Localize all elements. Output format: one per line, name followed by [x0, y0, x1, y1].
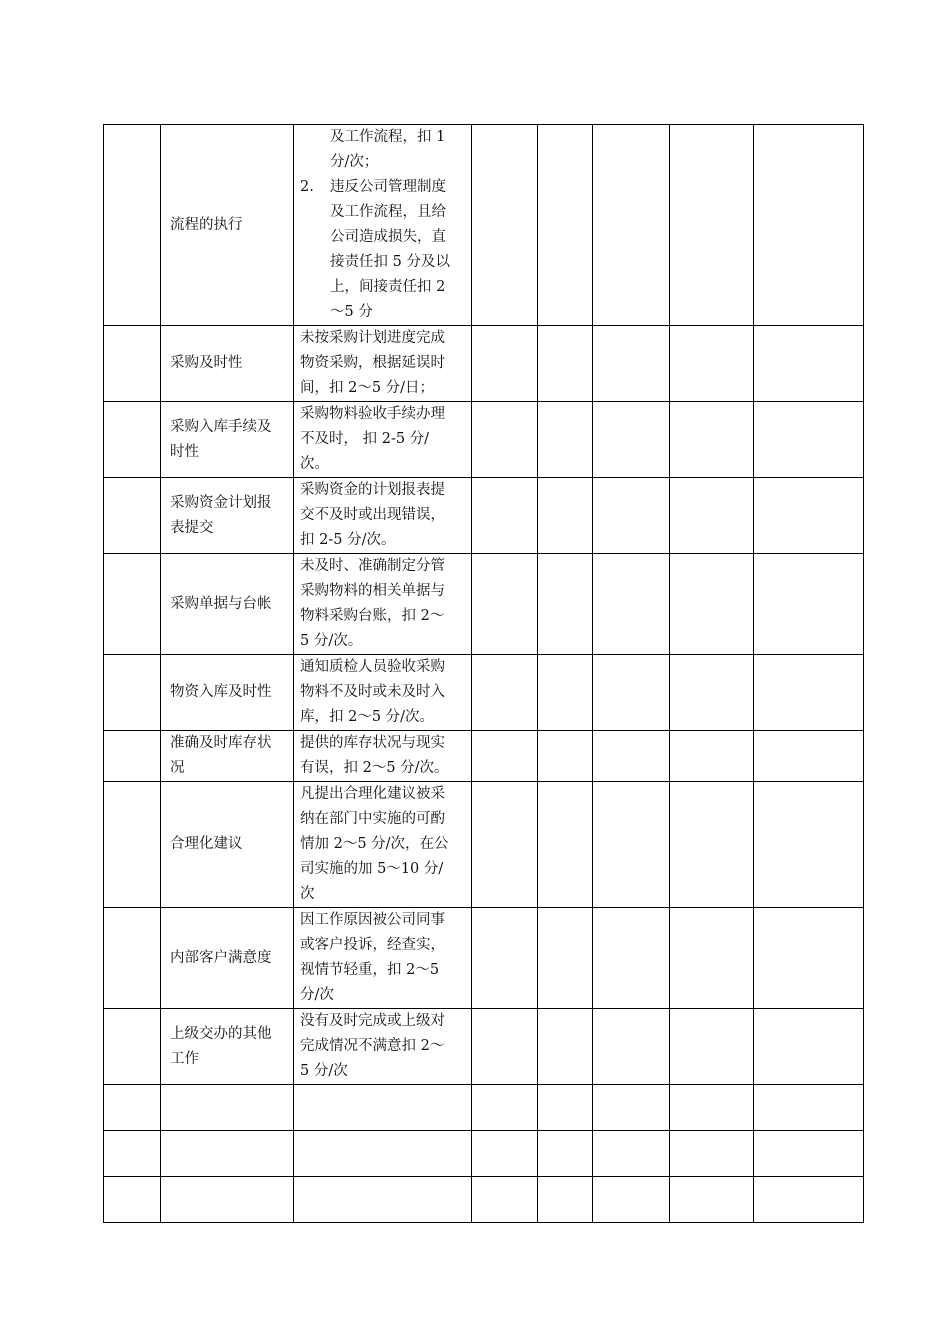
- score-cell-3: [593, 1009, 670, 1085]
- desc-cell: [294, 554, 472, 655]
- table-row: [104, 554, 864, 655]
- criteria-line: [300, 554, 465, 579]
- criteria-text: 上，间接责任扣 2: [330, 279, 446, 295]
- score-cell-4: [670, 326, 754, 402]
- criteria-text: 及工作流程，扣 1: [330, 129, 446, 145]
- score-cell-4: [670, 655, 754, 731]
- criteria-line: [300, 958, 465, 983]
- table-body: [104, 125, 864, 1223]
- score-cell-2: [538, 1009, 593, 1085]
- index-cell: [104, 731, 161, 782]
- score-cell-4: [670, 1009, 754, 1085]
- index-cell: [104, 655, 161, 731]
- criteria-line: [300, 756, 465, 781]
- criteria-text: 完成情况不满意扣 2～: [300, 1038, 445, 1054]
- criteria-line: [300, 427, 465, 452]
- item-label-line: 采购及时性: [170, 355, 243, 371]
- score-cell-2: [538, 554, 593, 655]
- criteria-line: [300, 225, 465, 250]
- criteria-line: [300, 782, 465, 807]
- table-row: [104, 326, 864, 402]
- assessment-table: [103, 124, 864, 1223]
- score-cell-2: [538, 478, 593, 554]
- item-cell: [161, 1085, 294, 1131]
- index-cell: [104, 782, 161, 908]
- score-cell-3: [593, 478, 670, 554]
- item-label-line: 采购入库手续及: [170, 418, 272, 435]
- score-cell-5: [754, 1177, 864, 1223]
- item-cell: [161, 1009, 294, 1085]
- item-cell: [161, 1177, 294, 1223]
- score-cell-1: [472, 554, 538, 655]
- score-cell-4: [670, 908, 754, 1009]
- criteria-text: 违反公司管理制度: [330, 179, 446, 195]
- item-cell: [161, 554, 294, 655]
- score-cell-2: [538, 1085, 593, 1131]
- criteria-line: [300, 452, 465, 477]
- score-cell-2: [538, 125, 593, 326]
- item-cell: [161, 125, 294, 326]
- score-cell-1: [472, 478, 538, 554]
- criteria-text: 没有及时完成或上级对: [300, 1013, 445, 1029]
- score-cell-3: [593, 326, 670, 402]
- score-cell-3: [593, 1085, 670, 1131]
- index-cell: [104, 554, 161, 655]
- criteria-line: [300, 1059, 465, 1084]
- criteria-line: [300, 579, 465, 604]
- criteria-line: [300, 402, 465, 427]
- item-label-line: 流程的执行: [170, 216, 243, 233]
- criteria-text: 分/次；: [330, 154, 379, 170]
- criteria-text: 5 分/次: [300, 1063, 348, 1079]
- item-label-line: 准确及时库存状: [170, 735, 272, 751]
- desc-cell: [294, 326, 472, 402]
- score-cell-5: [754, 402, 864, 478]
- table-row: [104, 125, 864, 326]
- criteria-line: [300, 731, 465, 756]
- criteria-text: 交不及时或出现错误，: [300, 507, 445, 523]
- table-row: [104, 478, 864, 554]
- score-cell-3: [593, 1177, 670, 1223]
- criteria-line: [300, 275, 465, 300]
- criteria-text: 或客户投诉，经查实，: [300, 937, 445, 953]
- score-cell-2: [538, 1177, 593, 1223]
- criteria-text: ～5 分: [330, 304, 373, 320]
- table-row: [104, 731, 864, 782]
- desc-cell: [294, 1085, 472, 1131]
- score-cell-4: [670, 1085, 754, 1131]
- score-cell-2: [538, 655, 593, 731]
- score-cell-1: [472, 1131, 538, 1177]
- index-cell: [104, 1177, 161, 1223]
- score-cell-3: [593, 731, 670, 782]
- score-cell-4: [670, 1131, 754, 1177]
- item-cell: [161, 1131, 294, 1177]
- index-cell: [104, 1085, 161, 1131]
- criteria-text: 扣 2-5 分/次。: [300, 532, 396, 548]
- criteria-text: 司实施的加 5～10 分/: [300, 861, 444, 877]
- criteria-text: 公司造成损失，直: [330, 229, 446, 245]
- criteria-text: 物资采购，根据延误时: [300, 355, 445, 371]
- score-cell-1: [472, 782, 538, 908]
- table-row: [104, 782, 864, 908]
- criteria-text: 未及时、准确制定分管: [300, 558, 445, 574]
- desc-cell: [294, 125, 472, 326]
- score-cell-3: [593, 402, 670, 478]
- desc-cell: [294, 1009, 472, 1085]
- score-cell-2: [538, 1131, 593, 1177]
- score-cell-3: [593, 655, 670, 731]
- table-row: [104, 402, 864, 478]
- score-cell-2: [538, 326, 593, 402]
- score-cell-5: [754, 1131, 864, 1177]
- criteria-text: 凡提出合理化建议被采: [300, 786, 445, 802]
- criteria-text: 通知质检人员验收采购: [300, 659, 445, 675]
- criteria-text: 情加 2～5 分/次，在公: [300, 836, 449, 852]
- score-cell-2: [538, 782, 593, 908]
- score-cell-1: [472, 655, 538, 731]
- score-cell-3: [593, 1131, 670, 1177]
- table-row: [104, 908, 864, 1009]
- score-cell-5: [754, 478, 864, 554]
- desc-cell: [294, 478, 472, 554]
- score-cell-1: [472, 326, 538, 402]
- score-cell-1: [472, 731, 538, 782]
- criteria-line: [300, 1034, 465, 1059]
- criteria-line: [300, 200, 465, 225]
- item-label-line: 况: [170, 760, 185, 776]
- item-cell: [161, 908, 294, 1009]
- item-label-line: 物资入库及时性: [170, 684, 272, 700]
- criteria-line: [300, 680, 465, 705]
- item-cell: [161, 782, 294, 908]
- desc-cell: [294, 731, 472, 782]
- score-cell-3: [593, 554, 670, 655]
- criteria-line: [300, 528, 465, 553]
- item-label-line: 时性: [170, 443, 199, 460]
- criteria-line: [300, 807, 465, 832]
- score-cell-5: [754, 326, 864, 402]
- desc-cell: [294, 1131, 472, 1177]
- score-cell-4: [670, 402, 754, 478]
- criteria-text: 物料采购台账，扣 2～: [300, 608, 445, 624]
- item-cell: [161, 655, 294, 731]
- criteria-line: [300, 933, 465, 958]
- score-cell-1: [472, 1085, 538, 1131]
- criteria-line: [300, 300, 465, 325]
- item-label-line: 采购单据与台帐: [170, 595, 272, 612]
- criteria-line: [300, 908, 465, 933]
- criteria-line: [300, 705, 465, 730]
- score-cell-2: [538, 731, 593, 782]
- criteria-line: [300, 478, 465, 503]
- criteria-text: 库，扣 2～5 分/次。: [300, 709, 435, 725]
- criteria-text: 间，扣 2～5 分/日；: [300, 380, 435, 396]
- criteria-text: 及工作流程，且给: [330, 204, 446, 220]
- criteria-text: 因工作原因被公司同事: [300, 912, 445, 928]
- index-cell: [104, 478, 161, 554]
- score-cell-3: [593, 125, 670, 326]
- criteria-line: [300, 882, 465, 907]
- desc-cell: [294, 655, 472, 731]
- criteria-text: 5 分/次。: [300, 633, 363, 649]
- score-cell-5: [754, 655, 864, 731]
- criteria-line: [300, 983, 465, 1008]
- criteria-text: 采购物料验收手续办理: [300, 406, 445, 422]
- score-cell-5: [754, 554, 864, 655]
- list-number: 2.: [300, 179, 314, 195]
- criteria-text: 次: [300, 886, 315, 902]
- desc-cell: [294, 1177, 472, 1223]
- index-cell: [104, 326, 161, 402]
- criteria-text: 提供的库存状况与现实: [300, 735, 445, 751]
- criteria-text: 分/次: [300, 987, 334, 1003]
- item-label-line: 表提交: [170, 519, 214, 536]
- criteria-line: [300, 175, 465, 200]
- desc-cell: [294, 782, 472, 908]
- score-cell-1: [472, 402, 538, 478]
- criteria-line: [300, 1009, 465, 1034]
- table-row: [104, 1131, 864, 1177]
- item-label-line: 合理化建议: [170, 836, 243, 852]
- score-cell-5: [754, 1009, 864, 1085]
- criteria-line: [300, 604, 465, 629]
- criteria-text: 纳在部门中实施的可酌: [300, 811, 445, 827]
- index-cell: [104, 402, 161, 478]
- score-cell-5: [754, 1085, 864, 1131]
- criteria-text: 物料不及时或未及时入: [300, 684, 445, 700]
- criteria-text: 有误，扣 2～5 分/次。: [300, 760, 449, 776]
- score-cell-1: [472, 1009, 538, 1085]
- score-cell-5: [754, 782, 864, 908]
- score-cell-4: [670, 782, 754, 908]
- score-cell-5: [754, 731, 864, 782]
- score-cell-1: [472, 125, 538, 326]
- item-cell: [161, 326, 294, 402]
- score-cell-2: [538, 908, 593, 1009]
- score-cell-3: [593, 908, 670, 1009]
- index-cell: [104, 1009, 161, 1085]
- criteria-text: 采购物料的相关单据与: [300, 583, 445, 599]
- score-cell-4: [670, 478, 754, 554]
- table-row: [104, 1085, 864, 1131]
- criteria-line: [300, 832, 465, 857]
- score-cell-2: [538, 402, 593, 478]
- score-cell-1: [472, 908, 538, 1009]
- criteria-text: 未按采购计划进度完成: [300, 330, 445, 346]
- score-cell-5: [754, 125, 864, 326]
- criteria-line: [300, 857, 465, 882]
- criteria-text: 视情节轻重，扣 2～5: [300, 962, 440, 978]
- score-cell-5: [754, 908, 864, 1009]
- desc-cell: [294, 402, 472, 478]
- item-label-line: 采购资金计划报: [170, 494, 272, 511]
- index-cell: [104, 908, 161, 1009]
- item-label-line: 上级交办的其他: [170, 1025, 272, 1042]
- score-cell-4: [670, 125, 754, 326]
- criteria-line: [300, 150, 465, 175]
- score-cell-3: [593, 782, 670, 908]
- criteria-line: [300, 125, 465, 150]
- item-label-line: 内部客户满意度: [170, 949, 272, 966]
- criteria-line: [300, 326, 465, 351]
- item-cell: [161, 402, 294, 478]
- item-cell: [161, 478, 294, 554]
- score-cell-4: [670, 554, 754, 655]
- score-cell-4: [670, 731, 754, 782]
- item-cell: [161, 731, 294, 782]
- criteria-text: 次。: [300, 456, 329, 472]
- criteria-line: [300, 503, 465, 528]
- criteria-text: 接责任扣 5 分及以: [330, 254, 450, 270]
- criteria-line: [300, 655, 465, 680]
- criteria-line: [300, 250, 465, 275]
- criteria-text: 采购资金的计划报表提: [300, 482, 445, 498]
- criteria-line: [300, 376, 465, 401]
- criteria-text: 不及时， 扣 2-5 分/: [300, 431, 430, 447]
- score-cell-4: [670, 1177, 754, 1223]
- index-cell: [104, 1131, 161, 1177]
- table-row: [104, 1177, 864, 1223]
- criteria-line: [300, 629, 465, 654]
- table-row: [104, 1009, 864, 1085]
- score-cell-1: [472, 1177, 538, 1223]
- index-cell: [104, 125, 161, 326]
- table-row: [104, 655, 864, 731]
- criteria-line: [300, 351, 465, 376]
- item-label-line: 工作: [170, 1050, 199, 1067]
- desc-cell: [294, 908, 472, 1009]
